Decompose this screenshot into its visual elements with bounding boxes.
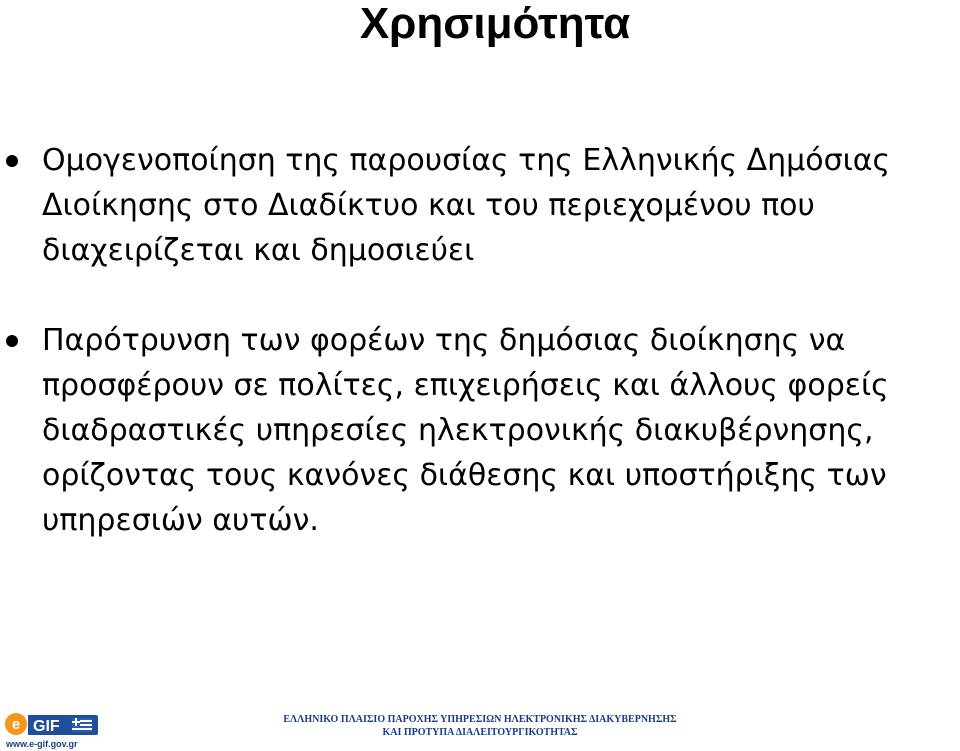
bullet-dot-icon — [6, 335, 18, 347]
svg-text:e: e — [11, 716, 21, 733]
footer-text — [160, 713, 800, 739]
bullet-item — [0, 138, 960, 273]
bullet-list — [0, 138, 960, 588]
bullet-text: Παρότρυνση των φορέων της δημόσιας διοίκησης να προσφέρουν σε πολίτες, επιχειρήσεις και άλλους φορείς διαδραστικές υπηρεσίες ηλεκτρονικής διακυβέρνησης, ορίζοντας τους κανόνες διάθεσης και υποστήριξης των υπηρεσιών αυτών. — [42, 323, 889, 538]
footer-line-2: ΚΑΙ ΠΡΟΤΥΠΑ ΔΙΑΛΕΙΤΟΥΡΓΙΚΟΤΗΤΑΣ — [382, 727, 578, 738]
bullet-text: Ομογενοποίηση της παρουσίας της Ελληνικής Δημόσιας Διοίκησης στο Διαδίκτυο και του περιεχομένου που διαχειρίζεται και δημοσιεύει — [42, 143, 891, 268]
logo-url: www.e-gif.gov.gr — [6, 739, 78, 749]
bullet-item — [0, 318, 960, 543]
footer-line-1: ΕΛΛΗΝΙΚΟ ΠΛΑΙΣΙΟ ΠΑΡΟΧΗΣ ΥΠΗΡΕΣΙΩΝ ΗΛΕΚΤΡΟΝΙΚΗΣ ΔΙΑΚΥΒΕΡΝΗΣΗΣ — [283, 714, 677, 725]
svg-text:GIF: GIF — [33, 718, 60, 735]
bullet-dot-icon — [6, 155, 18, 167]
footer — [0, 711, 960, 751]
slide-title: Χρησιμότητα — [359, 0, 631, 48]
